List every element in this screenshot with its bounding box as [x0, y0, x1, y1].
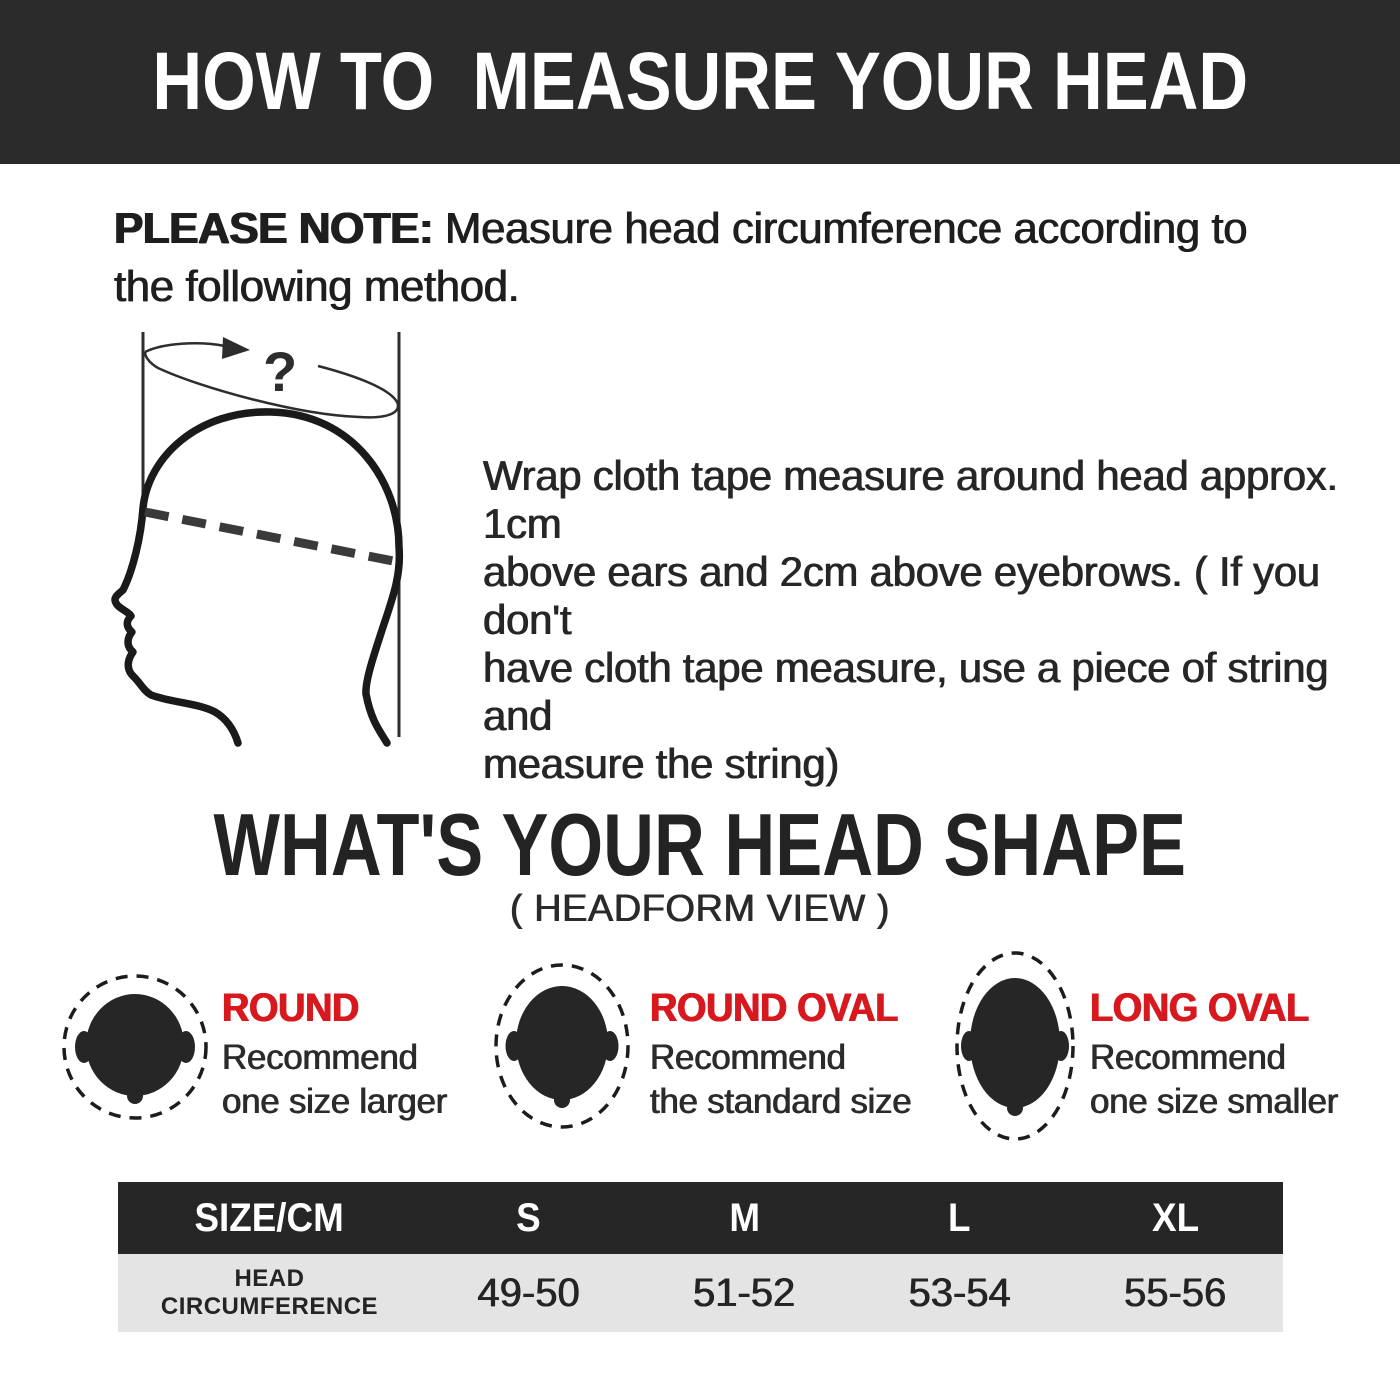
size-table-header-cell: SIZE/CM [194, 1195, 345, 1240]
header-banner [0, 0, 1400, 164]
please-note-line1: PLEASE NOTE: Measure head circumference according to [114, 204, 1248, 253]
please-note-line2: the following method. [114, 262, 520, 311]
instruction-line: above ears and 2cm above eyebrows. ( If you don't [483, 548, 1320, 643]
instruction-line: have cloth tape measure, use a piece of string and [483, 644, 1329, 739]
long-oval-shape-rec1: Recommend [1090, 1038, 1286, 1077]
size-table-header-cell: M [728, 1195, 760, 1240]
round-headform-icon [60, 972, 210, 1122]
size-table-value-row [118, 1254, 1283, 1332]
round-shape-title: ROUND [222, 986, 359, 1030]
long-oval-shape-title: LONG OVAL [1090, 986, 1309, 1030]
instruction-line: Wrap cloth tape measure around head approx. 1cm [483, 452, 1338, 547]
head-shape-heading-wrap [0, 794, 1400, 896]
head-profile-outline [115, 412, 399, 743]
size-table-header-cell: L [948, 1195, 971, 1240]
size-value-cell: 53-54 [908, 1270, 1011, 1315]
instruction-line: measure the string) [483, 740, 840, 787]
tape-loop-arc-left [145, 343, 225, 352]
long-oval-shape-rec2: one size smaller [1090, 1082, 1339, 1121]
round-oval-shape-rec1: Recommend [650, 1038, 846, 1077]
size-table-header-cell: XL [1151, 1195, 1199, 1240]
row-label-cell: HEAD CIRCUMFERENCE [160, 1265, 379, 1320]
round-oval-shape-title: ROUND OVAL [650, 986, 898, 1030]
measure-dashed-line [145, 512, 393, 561]
size-table-header-row [118, 1182, 1283, 1254]
round-shape-rec2: one size larger [222, 1082, 448, 1121]
please-note [114, 200, 1334, 316]
long-oval-shape-text [1090, 986, 1338, 1124]
size-table-header-cell: S [516, 1195, 541, 1240]
size-value-cell: 55-56 [1124, 1270, 1227, 1315]
round-oval-shape-text [650, 986, 911, 1124]
round-oval-headform-icon [492, 962, 632, 1130]
long-oval-headform-icon [952, 950, 1078, 1142]
tape-loop-arrowhead-icon [222, 337, 250, 359]
question-mark-label: ? [263, 340, 298, 403]
please-note-label: PLEASE NOTE: [114, 204, 434, 253]
page-title: HOW TO MEASURE YOUR HEAD [152, 36, 1248, 127]
measure-instruction [483, 452, 1383, 788]
round-oval-shape-rec2: the standard size [650, 1082, 912, 1121]
round-shape-rec1: Recommend [222, 1038, 418, 1077]
size-value-cell: 51-52 [693, 1270, 796, 1315]
size-table [118, 1182, 1283, 1332]
headform-view-subtitle: ( HEADFORM VIEW ) [509, 888, 891, 930]
head-shape-title: WHAT'S YOUR HEAD SHAPE [213, 795, 1187, 894]
head-measure-illustration-icon [103, 322, 423, 777]
size-value-cell: 49-50 [477, 1270, 580, 1315]
round-shape-text [222, 986, 447, 1124]
